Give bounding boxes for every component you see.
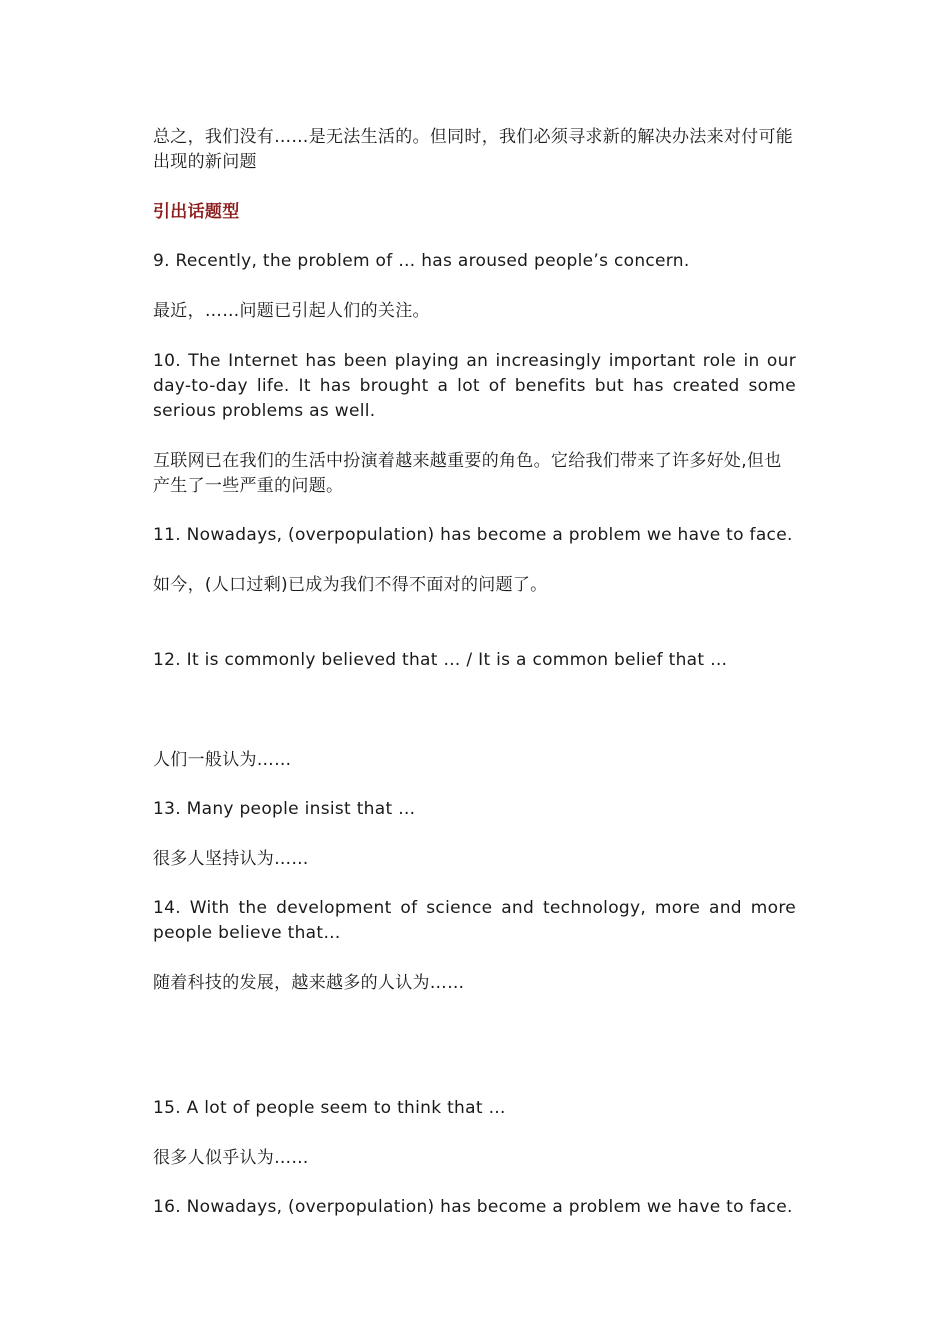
sentence-13-zh: 很多人坚持认为……: [153, 849, 309, 869]
sentence-11-en: 11. Nowadays, (overpopulation) has become a problem we have to face.: [153, 525, 793, 545]
sentence-15-zh: 很多人似乎认为……: [153, 1148, 309, 1168]
sentence-15-en: 15. A lot of people seem to think that …: [153, 1098, 506, 1118]
sentence-9-en: 9. Recently, the problem of … has aroused people’s concern.: [153, 251, 690, 271]
sentence-10-en: 10. The Internet has been playing an increasingly important role in our day-to-day life. It has brought a lot of benefits but has created some serious problems as well.: [153, 351, 796, 421]
sentence-12-zh: 人们一般认为……: [153, 750, 292, 770]
sentence-14-zh: 随着科技的发展，越来越多的人认为……: [153, 973, 465, 993]
summary-paragraph: 总之，我们没有……是无法生活的。但同时，我们必须寻求新的解决办法来对付可能出现的新问题: [153, 127, 794, 172]
sentence-14-en: 14. With the development of science and technology, more and more people believe that…: [153, 898, 796, 943]
section-heading: 引出话题型: [153, 202, 240, 222]
sentence-16-en: 16. Nowadays, (overpopulation) has become a problem we have to face.: [153, 1197, 793, 1217]
sentence-12-en: 12. It is commonly believed that … / It is a common belief that …: [153, 650, 728, 670]
sentence-13-en: 13. Many people insist that …: [153, 799, 416, 819]
sentence-10-zh: 互联网已在我们的生活中扮演着越来越重要的角色。它给我们带来了许多好处,但也产生了一些严重的问题。: [153, 451, 782, 496]
sentence-11-zh: 如今，(人口过剩)已成为我们不得不面对的问题了。: [153, 575, 548, 595]
sentence-9-zh: 最近，……问题已引起人们的关注。: [153, 301, 430, 321]
